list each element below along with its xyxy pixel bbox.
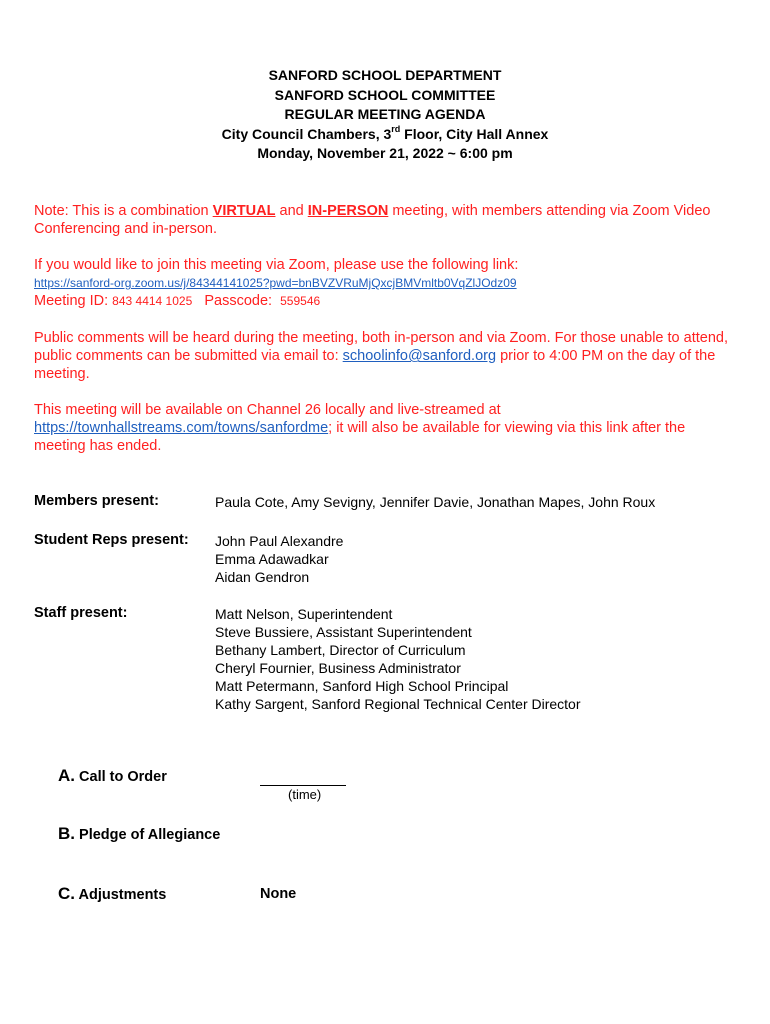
header-location: City Council Chambers, 3rd Floor, City Hall Annex	[221, 123, 549, 142]
stream-link[interactable]: https://townhallstreams.com/towns/sanfordme	[34, 420, 329, 437]
list-item: Aidan Gendron	[215, 569, 310, 585]
document-header	[0, 66, 770, 164]
agenda-item-pledge: B. Pledge of Allegiance	[58, 824, 221, 843]
list-item: Matt Nelson, Superintendent	[215, 606, 393, 622]
zoom-info	[34, 256, 734, 311]
header-committee: SANFORD SCHOOL COMMITTEE	[274, 86, 496, 103]
list-item: Cheryl Fournier, Business Administrator	[215, 660, 461, 676]
header-department: SANFORD SCHOOL DEPARTMENT	[268, 67, 502, 83]
adjustments-value: None	[260, 886, 297, 902]
public-comments: Public comments will be heard during the meeting, both in-person and via Zoom. For those unable to attend, public comments can be submitted via email to: schoolinfo@sanford.org prior to 4:00 PM on the day of the meeting.	[34, 330, 728, 383]
student-reps-label: Student Reps present:	[34, 532, 189, 548]
list-item: Emma Adawadkar	[215, 551, 329, 567]
stream-info: This meeting will be available on Channel 26 locally and live-streamed at https://townhallstreams.com/towns/sanfordme; it will also be available for viewing via this link after the meeting has ended.	[34, 402, 686, 455]
in-person-emphasis: IN-PERSON	[307, 203, 389, 219]
members-label: Members present:	[34, 493, 159, 509]
list-item: Steve Bussiere, Assistant Superintendent	[215, 624, 472, 640]
time-caption: (time)	[288, 787, 322, 802]
members-list: Paula Cote, Amy Sevigny, Jennifer Davie, Jonathan Mapes, John Roux	[215, 494, 656, 510]
email-link[interactable]: schoolinfo@sanford.org	[342, 348, 497, 365]
staff-label: Staff present:	[34, 605, 128, 621]
meeting-note: Note: This is a combination VIRTUAL and IN-PERSON meeting, with members attending via Zoom Video Conferencing and in-person.	[34, 203, 711, 238]
zoom-intro: If you would like to join this meeting via Zoom, please use the following link:	[34, 257, 519, 273]
virtual-emphasis: VIRTUAL	[212, 203, 276, 219]
zoom-link[interactable]: https://sanford-org.zoom.us/j/84344141025?pwd=bnBVZVRuMjQxcjBMVmltb0VqZlJOdz09	[34, 276, 517, 291]
agenda-item-adjustments: C. Adjustments	[58, 884, 167, 903]
header-date: Monday, November 21, 2022 ~ 6:00 pm	[257, 145, 513, 161]
zoom-credentials: Meeting ID: 843 4414 1025 Passcode: 559546	[34, 293, 321, 310]
list-item: Matt Petermann, Sanford High School Principal	[215, 678, 509, 694]
list-item: Kathy Sargent, Sanford Regional Technical Center Director	[215, 696, 581, 712]
staff-list	[215, 605, 581, 713]
student-reps-list	[215, 532, 343, 586]
header-agenda-title: REGULAR MEETING AGENDA	[284, 106, 486, 122]
list-item: Bethany Lambert, Director of Curriculum	[215, 642, 466, 658]
list-item: John Paul Alexandre	[215, 533, 344, 549]
agenda-item-call-to-order: A. Call to Order	[58, 766, 167, 785]
time-blank-line	[260, 769, 346, 786]
